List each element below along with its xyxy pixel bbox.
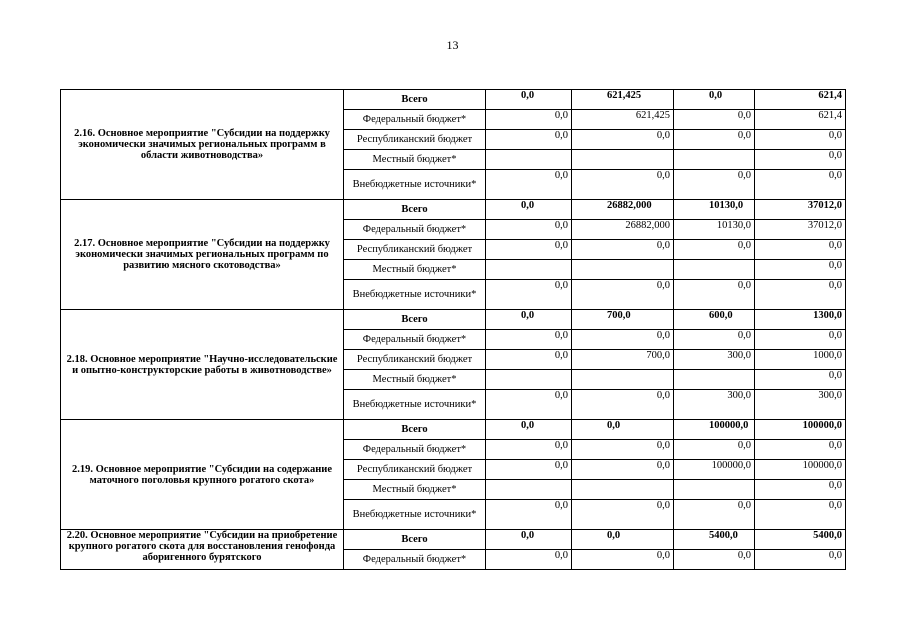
value-cell: 0,0: [755, 280, 846, 310]
value-cell: [572, 150, 674, 170]
table-row: [61, 310, 846, 330]
value-cell: 0,0: [674, 440, 755, 460]
value-cell: 621,4: [755, 110, 846, 130]
value-cell: 300,0: [674, 350, 755, 370]
value-cell: 0,0: [486, 200, 572, 220]
value-cell: 0,0: [486, 530, 572, 550]
value-cell: [674, 480, 755, 500]
source-cell: Всего: [344, 310, 486, 330]
source-cell: Всего: [344, 200, 486, 220]
value-cell: 0,0: [572, 550, 674, 570]
table-row: [61, 530, 846, 550]
source-cell: Местный бюджет*: [344, 150, 486, 170]
value-cell: 0,0: [572, 530, 674, 550]
value-cell: 0,0: [755, 440, 846, 460]
value-cell: 0,0: [486, 440, 572, 460]
value-cell: 0,0: [486, 90, 572, 110]
value-cell: 0,0: [486, 390, 572, 420]
value-cell: 0,0: [572, 280, 674, 310]
value-cell: 0,0: [486, 350, 572, 370]
budget-table: [60, 89, 846, 570]
value-cell: 10130,0: [674, 200, 755, 220]
source-cell: Внебюджетные источники*: [344, 500, 486, 530]
value-cell: 10130,0: [674, 220, 755, 240]
value-cell: 0,0: [572, 440, 674, 460]
value-cell: 0,0: [486, 550, 572, 570]
value-cell: 0,0: [674, 130, 755, 150]
value-cell: 0,0: [674, 330, 755, 350]
value-cell: [486, 150, 572, 170]
event-title: 2.20. Основное мероприятие "Субсидии на приобретение крупного рогатого скота для восстановления генофонда аборигенного бурятского: [61, 530, 344, 570]
source-cell: Республиканский бюджет: [344, 350, 486, 370]
value-cell: 0,0: [674, 280, 755, 310]
value-cell: [674, 260, 755, 280]
value-cell: [572, 370, 674, 390]
value-cell: 0,0: [486, 330, 572, 350]
value-cell: 0,0: [674, 110, 755, 130]
value-cell: 0,0: [755, 480, 846, 500]
value-cell: 0,0: [572, 130, 674, 150]
source-cell: Внебюджетные источники*: [344, 170, 486, 200]
value-cell: 0,0: [572, 420, 674, 440]
source-cell: Федеральный бюджет*: [344, 330, 486, 350]
value-cell: 37012,0: [755, 200, 846, 220]
source-cell: Федеральный бюджет*: [344, 110, 486, 130]
event-title: 2.18. Основное мероприятие "Научно-исследовательские и опытно-конструкторские работы в животноводстве»: [61, 310, 344, 420]
source-cell: Федеральный бюджет*: [344, 220, 486, 240]
value-cell: 26882,000: [572, 200, 674, 220]
source-cell: Внебюджетные источники*: [344, 390, 486, 420]
value-cell: 0,0: [755, 130, 846, 150]
value-cell: 0,0: [486, 310, 572, 330]
value-cell: [486, 370, 572, 390]
value-cell: 0,0: [755, 260, 846, 280]
event-title: 2.16. Основное мероприятие "Субсидии на поддержку экономически значимых региональных программ в области животноводства»: [61, 90, 344, 200]
value-cell: 0,0: [755, 500, 846, 530]
value-cell: 0,0: [486, 420, 572, 440]
value-cell: 0,0: [572, 460, 674, 480]
value-cell: [674, 150, 755, 170]
value-cell: 0,0: [755, 170, 846, 200]
value-cell: 5400,0: [674, 530, 755, 550]
event-title: 2.19. Основное мероприятие "Субсидии на содержание маточного поголовья крупного рогатого скота»: [61, 420, 344, 530]
value-cell: 0,0: [674, 90, 755, 110]
table-row: [61, 90, 846, 110]
value-cell: 0,0: [755, 370, 846, 390]
value-cell: 0,0: [674, 240, 755, 260]
source-cell: Федеральный бюджет*: [344, 440, 486, 460]
value-cell: 0,0: [674, 170, 755, 200]
value-cell: 621,425: [572, 110, 674, 130]
value-cell: 100000,0: [755, 460, 846, 480]
value-cell: 0,0: [674, 550, 755, 570]
value-cell: 700,0: [572, 310, 674, 330]
source-cell: Местный бюджет*: [344, 370, 486, 390]
page-number: 13: [446, 38, 459, 52]
value-cell: [486, 260, 572, 280]
source-cell: Республиканский бюджет: [344, 130, 486, 150]
value-cell: 100000,0: [674, 420, 755, 440]
value-cell: 0,0: [755, 330, 846, 350]
value-cell: 0,0: [486, 280, 572, 310]
value-cell: 0,0: [486, 500, 572, 530]
value-cell: [572, 480, 674, 500]
source-cell: Всего: [344, 90, 486, 110]
value-cell: 0,0: [572, 390, 674, 420]
value-cell: 621,425: [572, 90, 674, 110]
value-cell: 0,0: [486, 240, 572, 260]
value-cell: 0,0: [755, 240, 846, 260]
source-cell: Республиканский бюджет: [344, 460, 486, 480]
table-row: [61, 200, 846, 220]
value-cell: 0,0: [486, 110, 572, 130]
value-cell: 0,0: [572, 170, 674, 200]
value-cell: 700,0: [572, 350, 674, 370]
source-cell: Всего: [344, 420, 486, 440]
value-cell: 600,0: [674, 310, 755, 330]
value-cell: 100000,0: [674, 460, 755, 480]
value-cell: 300,0: [674, 390, 755, 420]
value-cell: 0,0: [486, 130, 572, 150]
value-cell: 100000,0: [755, 420, 846, 440]
value-cell: 0,0: [486, 220, 572, 240]
value-cell: 1000,0: [755, 350, 846, 370]
source-cell: Республиканский бюджет: [344, 240, 486, 260]
event-title: 2.17. Основное мероприятие "Субсидии на поддержку экономически значимых региональных программ по развитию мясного скотоводства»: [61, 200, 344, 310]
value-cell: 0,0: [755, 150, 846, 170]
source-cell: Местный бюджет*: [344, 480, 486, 500]
value-cell: 0,0: [572, 240, 674, 260]
value-cell: 0,0: [572, 500, 674, 530]
value-cell: 26882,000: [572, 220, 674, 240]
value-cell: 0,0: [755, 550, 846, 570]
value-cell: 0,0: [674, 500, 755, 530]
value-cell: 37012,0: [755, 220, 846, 240]
value-cell: 300,0: [755, 390, 846, 420]
value-cell: 621,4: [755, 90, 846, 110]
value-cell: [572, 260, 674, 280]
value-cell: 0,0: [572, 330, 674, 350]
value-cell: 0,0: [486, 460, 572, 480]
table-row: [61, 420, 846, 440]
value-cell: 5400,0: [755, 530, 846, 550]
value-cell: [486, 480, 572, 500]
value-cell: 0,0: [486, 170, 572, 200]
value-cell: 1300,0: [755, 310, 846, 330]
source-cell: Внебюджетные источники*: [344, 280, 486, 310]
source-cell: Местный бюджет*: [344, 260, 486, 280]
value-cell: [674, 370, 755, 390]
source-cell: Всего: [344, 530, 486, 550]
source-cell: Федеральный бюджет*: [344, 550, 486, 570]
